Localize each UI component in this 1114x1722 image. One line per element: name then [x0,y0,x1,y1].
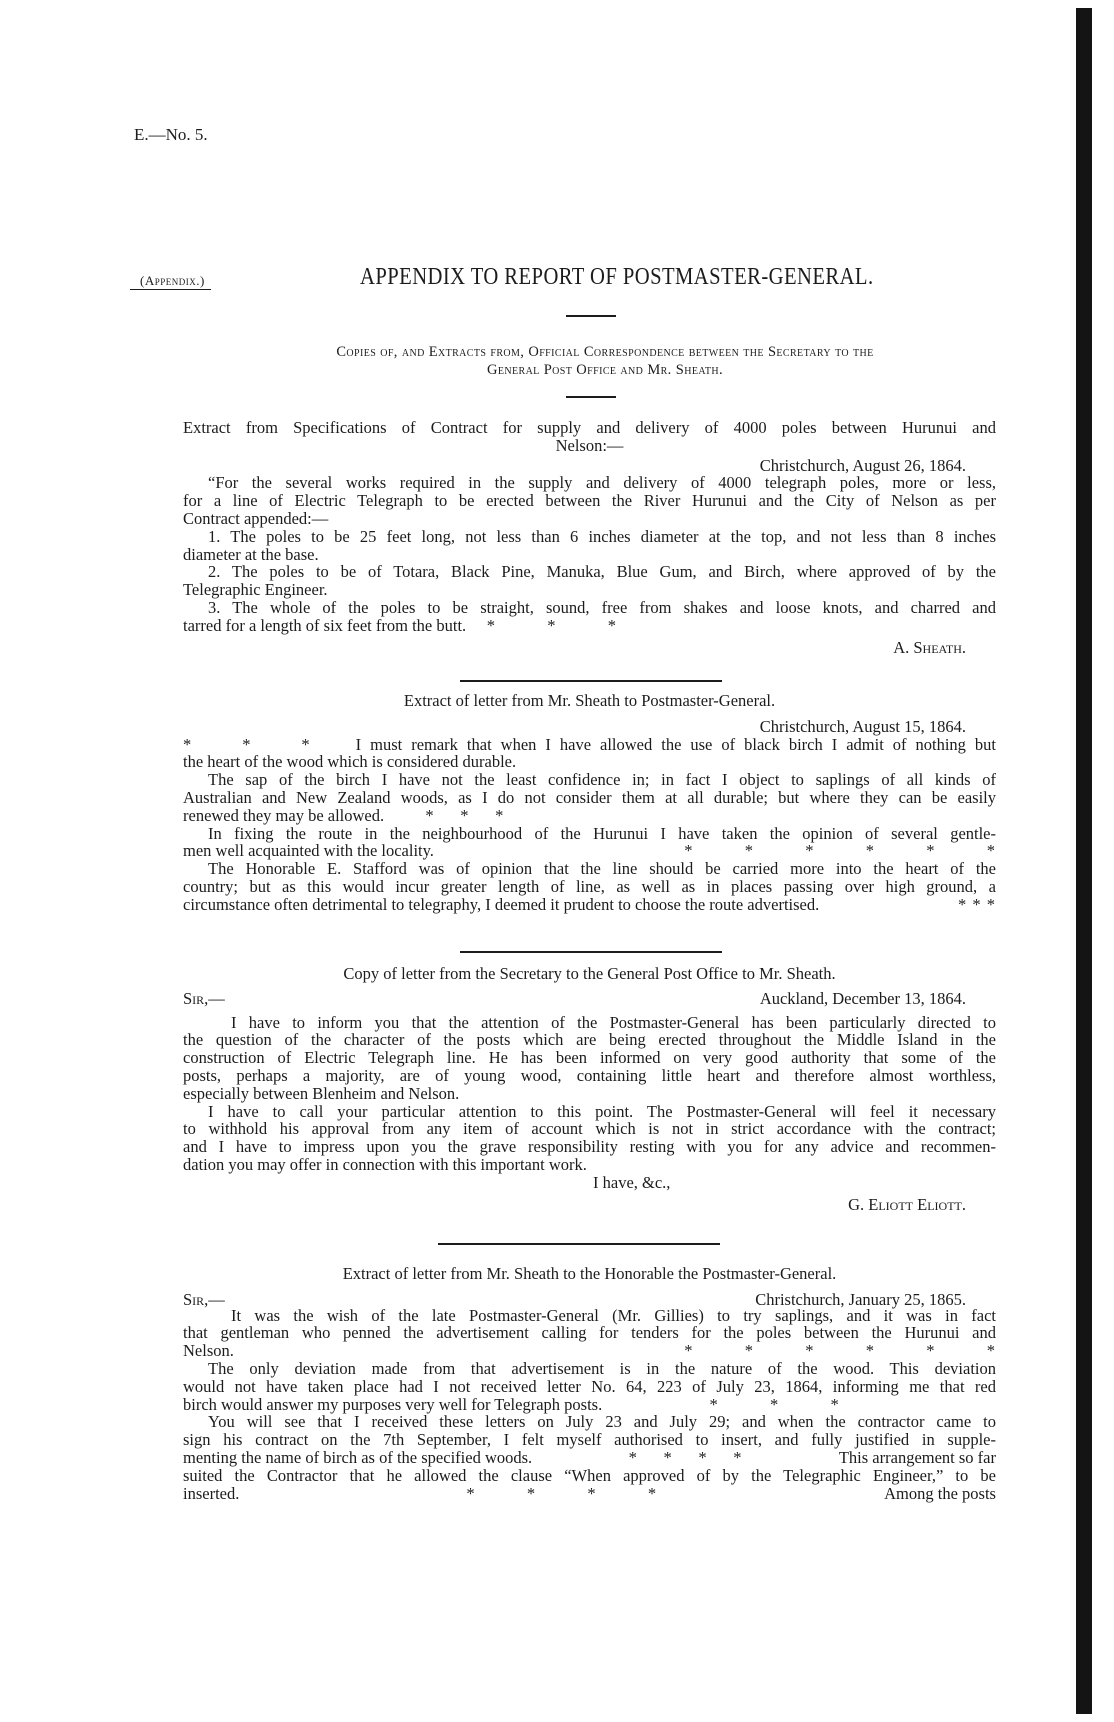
letter-1-heading: Extract of letter from Mr. Sheath to Postmaster-General. [403,691,776,710]
subtitle-rule [566,396,616,398]
letter-2-para: I have to inform you that the attention of the Postmaster-General has been particularly directed to [231,1012,996,1032]
title-rule [566,315,616,317]
spec-item-2: 2. The poles to be of Totara, Black Pine, Manuka, Blue Gum, and Birch, where approved of by the [208,562,996,582]
letter-3-para-text: birch would answer my purposes very well for Telegraph posts. [183,1394,603,1414]
spec-item-2: Telegraphic Engineer. [183,580,328,600]
letter-3 [183,1265,996,1502]
ellipsis-stars: * * * [425,805,505,825]
letter-2-date: Auckland, December 13, 1864. [759,988,966,1008]
letter-2-closing: I have, &c., [593,1172,671,1192]
letter-1-para-text: men well acquainted with the locality. [183,841,434,861]
letter-3-para-text: inserted. [183,1483,240,1503]
spec-intro: “For the several works required in the supply and delivery of 4000 telegraph poles, more or less, [208,473,996,493]
ellipsis-stars: * * * [709,1394,840,1414]
letter-2-para: construction of Electric Telegraph line. He has been informed on very good authority that some of the [183,1048,996,1068]
letter-1-para-text: I must remark that when I have allowed the use of black birch I admit of nothing but [355,734,997,754]
letter-2-heading-text: Copy of letter from the Secretary to the General Post Office to Mr. Sheath. [343,964,836,983]
letter-3-para: You will see that I received these letters on July 23 and July 29; and when the contractor came to [208,1412,996,1432]
spec-heading: Extract from Specifications of Contract for supply and delivery of 4000 poles between Hurunui and [183,418,996,437]
ellipsis-stars: * * * * * * [684,1341,996,1361]
letter-1-para [183,807,996,825]
letter-3-para: It was the wish of the late Postmaster-General (Mr. Gillies) to try saplings, and it was in fact [231,1305,996,1325]
letter-1-para: The sap of the birch I have not the least confidence in; in fact I object to saplings of all kinds of [208,770,996,790]
subtitle-line: Copies of, and Extracts from, Official Correspondence between the Secretary to the [336,344,874,360]
letter-2-para: posts, perhaps a majority, are of young wood, containing little heart and therefore almost worthless, [183,1065,996,1085]
letter-2-para: to withhold his approval from any item of account which is not in strict accordance with the contract; [183,1119,996,1139]
section-rule [438,1243,720,1245]
scan-edge-bar [1076,8,1092,1714]
letter-2-para: the question of the character of the posts which are being erected throughout the Middle Island in the [183,1030,996,1050]
letter-1-para: The Honorable E. Stafford was of opinion that the line should be carried more into the heart of the [208,859,996,879]
letter-3-para: would not have taken place had I not received letter No. 64, 223 of July 23, 1864, informing me that red [183,1376,996,1396]
letter-3-para: that gentleman who penned the advertisement calling for tenders for the poles between the Hurunui and [183,1323,996,1343]
spec-extract [183,419,996,656]
spec-intro: for a line of Electric Telegraph to be erected between the River Hurunui and the City of Nelson as per [183,491,996,511]
spec-item-1: diameter at the base. [183,544,319,564]
letter-2-signature: G. Eliott Eliott. [848,1194,966,1214]
appendix-tag-text: (Appendix.) [130,273,211,290]
spec-signature: A. Sheath. [893,637,966,657]
letter-1-para-text: renewed they may be allowed. [183,805,385,825]
letter-1-para [183,736,996,754]
ellipsis-stars: * * * * [466,1483,658,1503]
letter-1 [183,692,996,914]
letter-1-para: In fixing the route in the neighbourhood of the Hurunui I have taken the opinion of several gentle- [208,823,996,843]
letter-3-para: suited the Contractor that he allowed the clause “When approved of by the Telegraphic Engineer,” to be [183,1465,996,1485]
letter-1-date: Christchurch, August 15, 1864. [759,716,966,736]
letter-3-para-text: Among the posts [884,1483,996,1503]
letter-3-para-text: Nelson. [183,1341,234,1361]
letter-1-para: Australian and New Zealand woods, as I do not consider them at all durable; but where they can be easily [183,787,996,807]
spec-item-3: 3. The whole of the poles to be straight, sound, free from shakes and loose knots, and charred and [208,597,996,617]
letter-2-heading [183,965,996,983]
letter-3-para [183,1342,996,1360]
letter-1-para [183,842,996,860]
letter-3-para: The only deviation made from that advertisement is in the nature of the wood. This deviation [208,1358,996,1378]
letter-2-salutation: Sir,— [183,988,225,1008]
letter-1-para [183,896,996,914]
ellipsis-stars: * * * * * * [684,841,996,861]
letter-2-para: and I have to impress upon you the grave responsibility resting with you for any advice and recommen- [183,1137,996,1157]
letter-3-para [183,1449,996,1467]
subtitle [190,343,1020,379]
spec-item-3 [183,617,996,635]
letter-3-para [183,1396,996,1414]
ellipsis-stars: * * * [183,734,311,754]
letter-2 [183,965,996,1213]
letter-3-para [183,1485,996,1503]
spec-item-3-text: tarred for a length of six feet from the butt. [183,615,467,635]
section-rule [460,680,722,682]
page-reference: E.—No. 5. [134,125,208,144]
letter-1-para: country; but as this would incur greater length of line, as well as in places passing over high ground, a [183,876,996,896]
section-rule [460,951,722,953]
ellipsis-stars: * * * * [628,1447,743,1467]
appendix-tag [130,273,211,289]
letter-3-heading: Extract of letter from Mr. Sheath to the Honorable the Postmaster-General. [342,1264,837,1283]
letter-2-para: dation you may offer in connection with this important work. [183,1154,587,1174]
letter-1-para: the heart of the wood which is considered durable. [183,752,517,772]
spec-item-1: 1. The poles to be 25 feet long, not less than 6 inches diameter at the top, and not less than 8 inches [208,526,996,546]
page-title: APPENDIX TO REPORT OF POSTMASTER-GENERAL. [360,264,874,290]
letter-2-dateline [183,990,996,1008]
letter-3-para: sign his contract on the 7th September, I felt myself authorised to insert, and fully justified in supple- [183,1430,996,1450]
ellipsis-stars: * * * [486,615,618,635]
spec-heading: Nelson:— [555,435,624,455]
ellipsis-stars: * * * [958,894,996,914]
letter-2-para: I have to call your particular attention to this point. The Postmaster-General will feel it necessary [208,1101,996,1121]
subtitle-line: General Post Office and Mr. Sheath. [486,362,723,378]
letter-3-date: Christchurch, January 25, 1865. [755,1289,966,1309]
letter-3-salutation: Sir,— [183,1289,225,1309]
spec-date: Christchurch, August 26, 1864. [759,455,966,475]
letter-1-para-text: circumstance often detrimental to telegraphy, I deemed it prudent to choose the route advertised. [183,894,820,914]
letter-2-para: especially between Blenheim and Nelson. [183,1083,460,1103]
spec-intro: Contract appended:— [183,508,329,528]
letter-3-para-text: menting the name of birch as of the specified woods. [183,1447,533,1467]
letter-3-para-text: This arrangement so far [838,1447,996,1467]
